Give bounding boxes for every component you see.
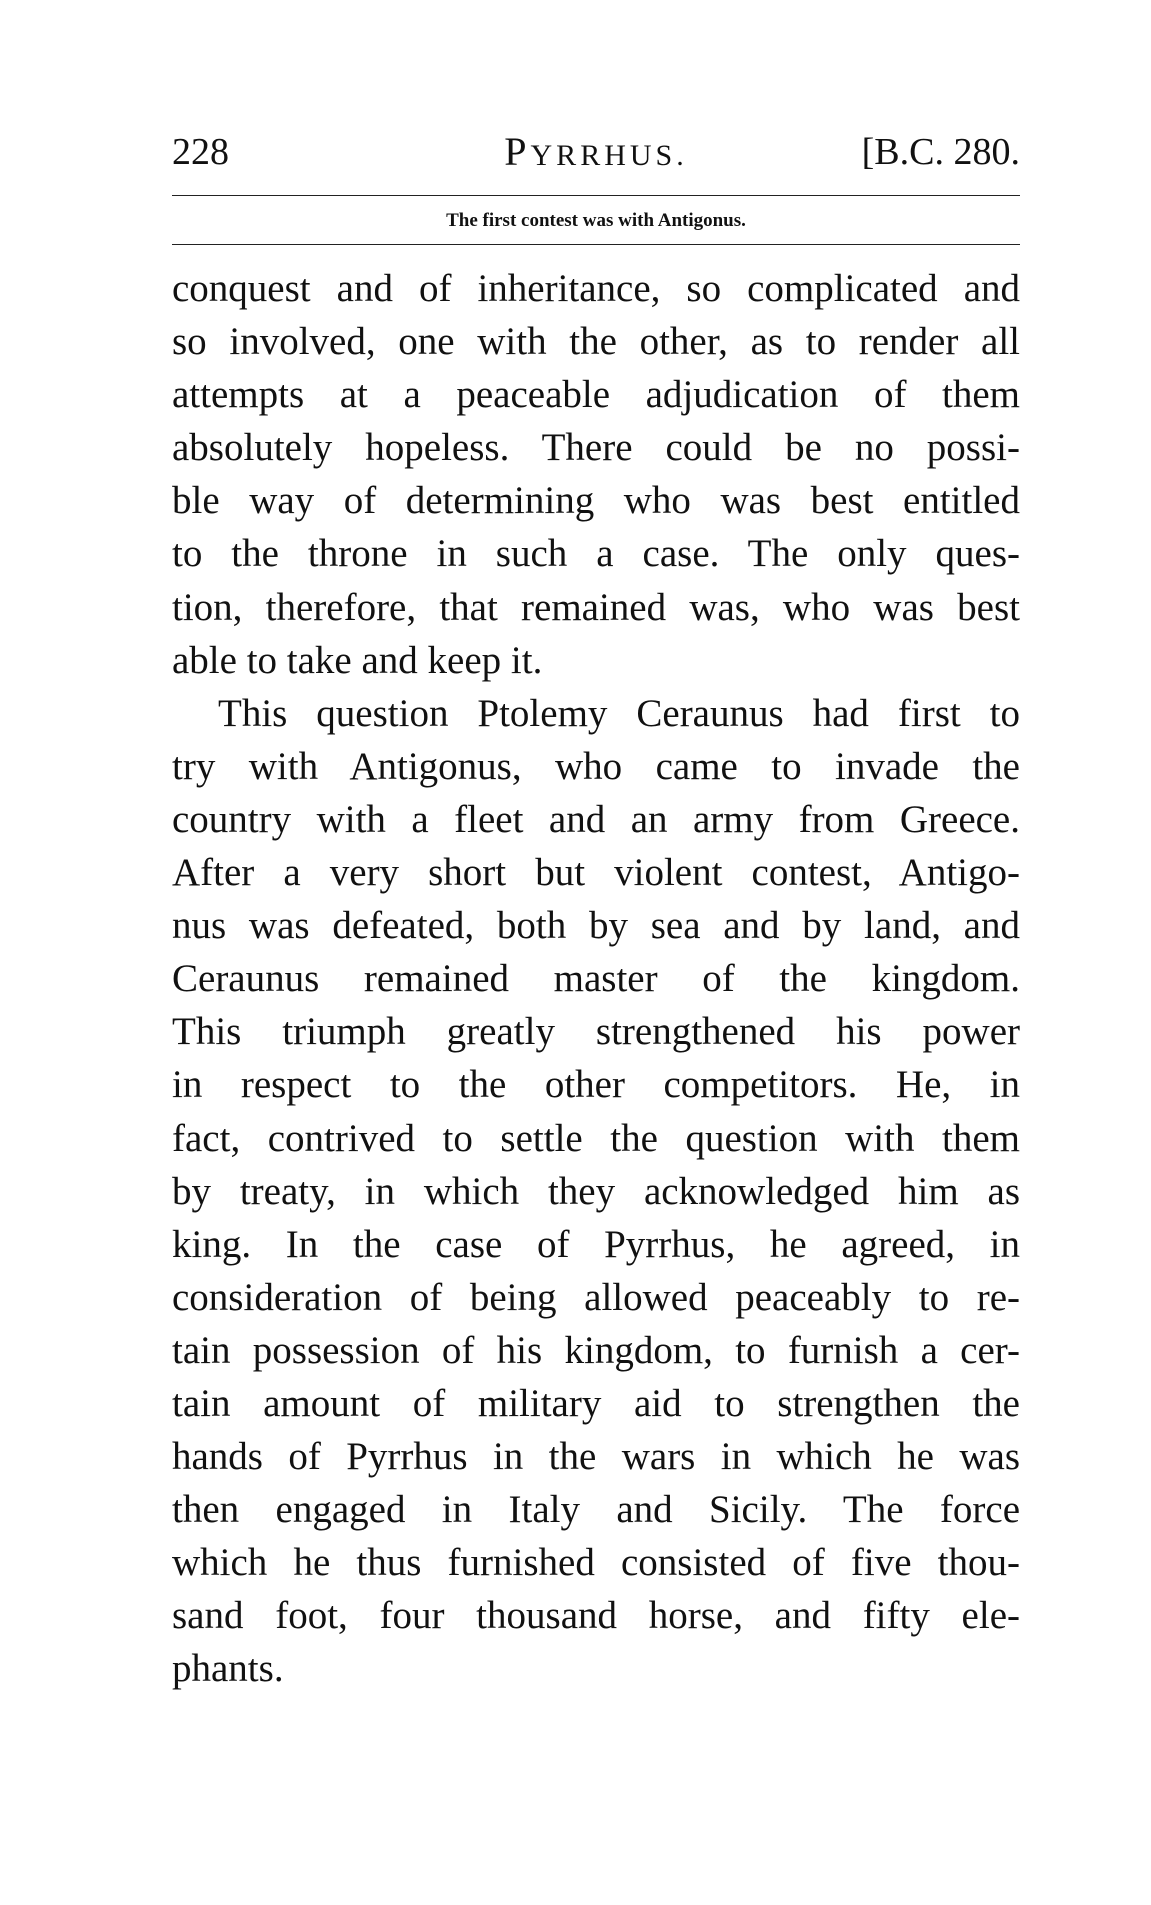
- text-line: tain possession of his kingdom, to furnish a cer-: [172, 1328, 1020, 1372]
- text-line: to the throne in such a case. The only ques-: [172, 532, 1020, 576]
- text-line: hands of Pyrrhus in the wars in which he was: [172, 1435, 1020, 1479]
- running-header: [172, 128, 1020, 176]
- date-reference: [B.C. 280.: [861, 131, 1020, 173]
- text-line: Ceraunus remained master of the kingdom.: [172, 957, 1020, 1001]
- text-line: After a very short but violent contest, Antigo-: [172, 851, 1020, 895]
- running-title-rest: YRRHUS.: [530, 139, 688, 172]
- text-line: This triumph greatly strengthened his power: [172, 1010, 1020, 1054]
- running-title-initial: P: [504, 129, 531, 174]
- text-line: tion, therefore, that remained was, who was best: [172, 585, 1020, 629]
- text-line: consideration of being allowed peaceably to re-: [172, 1275, 1020, 1319]
- page-number: 228: [172, 131, 229, 173]
- text-line: fact, contrived to settle the question with them: [172, 1116, 1020, 1160]
- text-line: country with a fleet and an army from Greece.: [172, 797, 1020, 841]
- text-line: nus was defeated, both by sea and by land, and: [172, 904, 1020, 948]
- section-subhead: The first contest was with Antigonus.: [446, 210, 746, 231]
- body-text: [172, 262, 1020, 1696]
- text-line: in respect to the other competitors. He, in: [172, 1063, 1020, 1107]
- text-line: by treaty, in which they acknowledged him as: [172, 1169, 1020, 1213]
- text-line: so involved, one with the other, as to render all: [172, 320, 1020, 364]
- text-line: sand foot, four thousand horse, and fifty ele-: [172, 1594, 1020, 1638]
- text-line: tain amount of military aid to strengthen the: [172, 1381, 1020, 1425]
- header-rule-bottom: [172, 244, 1020, 245]
- text-line: This question Ptolemy Ceraunus had first to: [218, 691, 1020, 735]
- text-line: phants.: [172, 1647, 284, 1691]
- text-line: ble way of determining who was best entitled: [172, 479, 1020, 523]
- text-line: attempts at a peaceable adjudication of them: [172, 373, 1020, 417]
- text-line: try with Antigonus, who came to invade the: [172, 744, 1020, 788]
- text-line: absolutely hopeless. There could be no possi-: [172, 426, 1020, 470]
- text-line: then engaged in Italy and Sicily. The force: [172, 1488, 1020, 1532]
- text-line: able to take and keep it.: [172, 638, 543, 682]
- text-line: which he thus furnished consisted of five thou-: [172, 1541, 1020, 1585]
- header-rule-top: [172, 195, 1020, 196]
- text-line: king. In the case of Pyrrhus, he agreed, in: [172, 1222, 1020, 1266]
- text-line: conquest and of inheritance, so complicated and: [172, 267, 1020, 310]
